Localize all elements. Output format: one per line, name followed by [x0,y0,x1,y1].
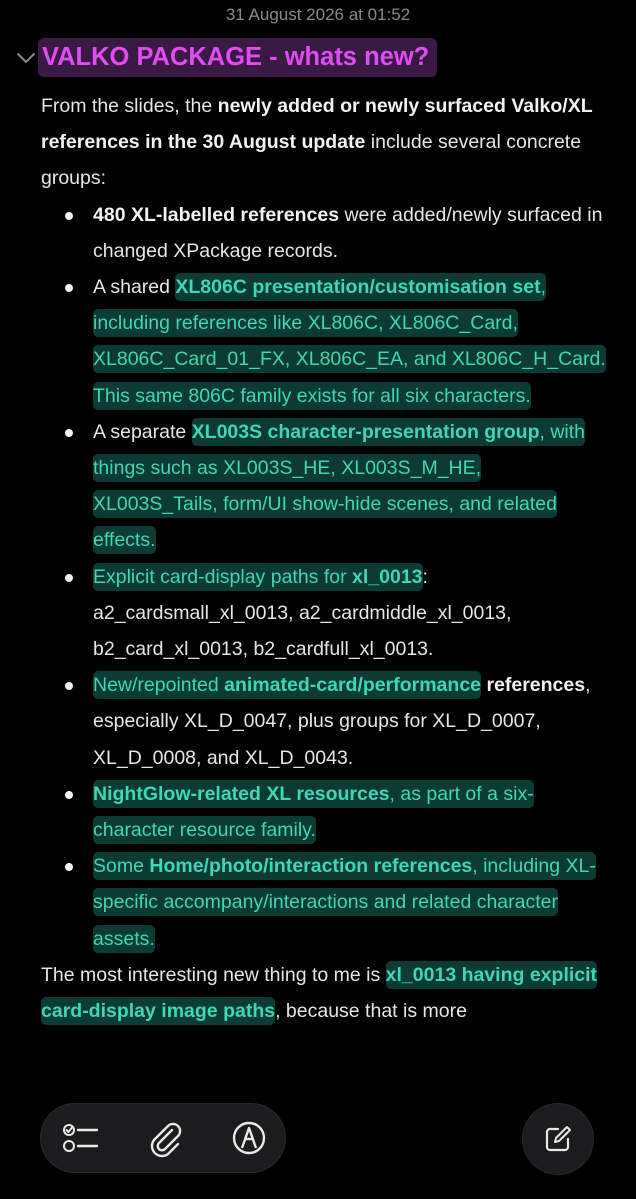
compose-icon [544,1125,572,1153]
highlight-text: , with things such as XL003S_HE, XL003S_M_HE, XL003S_Tails, form/UI show-hide scenes, and related effects. [93,420,586,552]
highlight-bold: xl_0013 [352,565,423,588]
highlight-bold: animated-card/performance [224,674,482,697]
bullet-text: A separate [93,420,192,443]
closing-paragraph [41,957,611,1029]
highlight-bold: XL806C presentation/customisation set [175,276,541,299]
highlight-bold: Home/photo/interaction references [149,855,473,878]
closing-text: The most interesting new thing to me is [41,963,386,986]
bullet-item-6 [93,776,611,848]
highlight-bold: XL003S character-presentation group [191,420,540,443]
bullet-list [41,197,611,957]
bullet-item-7 [93,848,611,957]
intro-text: From the slides, the [41,95,218,117]
bullet-item-5 [93,667,611,776]
highlight-text: , including XL-specific accompany/interactions and related character assets. [93,855,596,950]
intro-text-2: include several concrete groups: [41,131,582,190]
markup-pen-icon[interactable] [229,1118,269,1158]
section-heading-text: VALKO PACKAGE - whats new? [38,38,437,77]
highlight [93,780,534,844]
note-body[interactable] [41,88,611,1029]
highlight-text: Some [93,855,150,878]
highlight-bold: xl_0013 having explicit card-display image paths [41,963,598,1023]
paperclip-icon[interactable] [145,1118,185,1158]
bullet-bold: 480 XL-labelled references [93,203,340,226]
bullet-text: , especially XL_D_0047, plus groups for XL_D_0007, XL_D_0008, and XL_D_0043. [93,674,591,769]
highlight [93,852,596,952]
highlight [93,671,481,699]
note-timestamp: 31 August 2026 at 01:52 [225,5,411,24]
bullet-item-3 [93,414,611,559]
bullet-item-4 [93,559,611,668]
bullet-item-1 [93,197,611,269]
highlight-text: New/repointed [93,674,225,697]
closing-text-2: , because that is more [275,1000,467,1023]
compose-button[interactable] [523,1104,593,1174]
highlight-text: Explicit card-display paths for [93,565,353,588]
highlight [93,563,423,591]
highlight-bold: NightGlow-related XL resources [93,782,390,805]
intro-bold: newly added or newly surfaced Valko/XL references in the 30 August update [41,95,593,154]
collapse-chevron-icon[interactable] [15,50,37,66]
checklist-icon[interactable] [61,1118,101,1158]
bullet-text: : a2_cardsmall_xl_0013, a2_cardmiddle_xl_0013, b2_card_xl_0013, b2_cardfull_xl_0013. [93,565,512,661]
highlight-text: , including references like XL806C, XL806C_Card, XL806C_Card_01_FX, XL806C_EA, and XL806C_H_Card. This same 806C family exists for all six characters. [93,276,606,407]
bullet-item-2 [93,269,611,414]
intro-paragraph [41,88,611,197]
bottom-toolbar [41,1104,285,1172]
highlight-text: , as part of a six-character resource family. [93,782,534,842]
bullet-bold: references [486,674,586,697]
bullet-text: were added/newly surfaced in changed XPackage records. [93,203,603,262]
section-heading[interactable] [38,38,437,77]
bullet-text: A shared [93,276,176,299]
